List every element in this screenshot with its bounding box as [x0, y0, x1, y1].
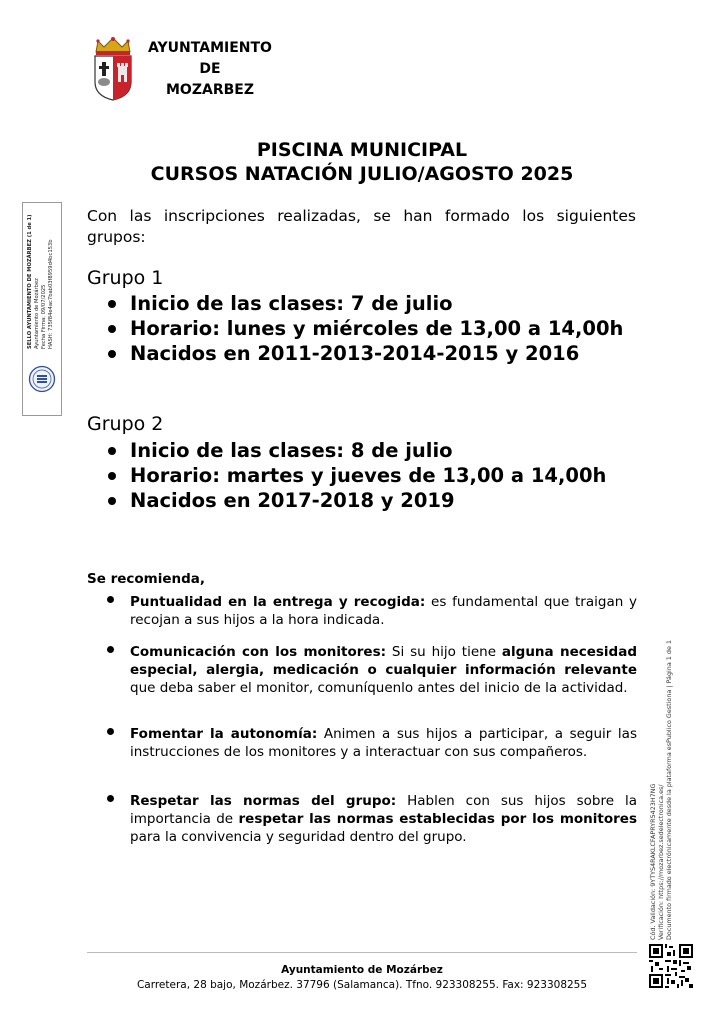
recommend-heading: Comunicación con los monitores:: [130, 644, 387, 660]
verification-line1: Cód. Validación: 9YTYS4RAKLCFAPRYR5423H7NG: [649, 783, 657, 940]
footer-divider: [87, 952, 637, 953]
recommend-emphasis: respetar las normas establecidas por los monitores: [238, 811, 637, 827]
verification-text: [649, 620, 697, 940]
recommend-heading: Puntualidad en la entrega y recogida:: [130, 594, 426, 610]
group-1-item: Nacidos en 2011-2013-2014-2015 y 2016: [104, 341, 644, 366]
group-2-item: Inicio de las clases: 8 de julio: [104, 438, 644, 463]
bullet-icon: [107, 795, 114, 802]
recommend-text: para la convivencia y seguridad dentro del grupo.: [130, 829, 467, 845]
group-1-list: [104, 291, 644, 366]
group-2-item: Horario: martes y jueves de 13,00 a 14,00h: [104, 463, 644, 488]
group-1-title: Grupo 1: [87, 267, 164, 289]
recommend-heading: Fomentar la autonomía:: [130, 726, 318, 742]
recommend-text: Hablen con sus hijos sobre la importancia de: [130, 793, 638, 827]
bullet-icon: [107, 646, 114, 653]
recommend-item-rules: [130, 792, 637, 846]
bullet-icon: [107, 728, 114, 735]
recommend-emphasis: alguna necesidad especial, alergia, medicación o cualquier información relevante: [130, 644, 637, 678]
recommend-text: Animen a sus hijos a participar, a seguir las instrucciones de los monitores y a interactuar con sus compañeros.: [130, 726, 637, 760]
coat-of-arms-icon: [90, 36, 136, 102]
recommend-text: que deba saber el monitor, comuníquenlo antes del inicio de la actividad.: [130, 680, 628, 696]
recommend-item-autonomy: [130, 725, 637, 761]
footer-address: Carretera, 28 bajo, Mozárbez. 37796 (Salamanca). Tfno. 923308255. Fax: 923308255: [136, 979, 588, 991]
footer-name: Ayuntamiento de Mozárbez: [281, 964, 443, 976]
bullet-icon: [107, 596, 114, 603]
org-name-line3: MOZARBEZ: [166, 82, 254, 98]
title-line2: CURSOS NATACIÓN JULIO/AGOSTO 2025: [150, 163, 574, 185]
group-2-item: Nacidos en 2017-2018 y 2019: [104, 488, 644, 513]
seal-line4: HASH: 735f84e4ac7bab03f8959d4bc153b: [48, 239, 54, 349]
page-title: [80, 138, 644, 186]
verification-line2: Verificación: https://mozarbez.sedelectronica.es/: [657, 784, 666, 940]
org-name: [140, 38, 280, 101]
group-1-item: Inicio de las clases: 7 de julio: [104, 291, 644, 316]
seal-box: [22, 202, 62, 416]
recommend-text: Si su hijo tiene: [386, 644, 502, 660]
title-line1: PISCINA MUNICIPAL: [256, 139, 468, 161]
intro-paragraph: Con las inscripciones realizadas, se han formado los siguientes grupos:: [87, 207, 636, 246]
seal-line3: Fecha Firma: 09/07/2025: [41, 284, 47, 349]
org-name-line1: AYUNTAMIENTO: [148, 40, 272, 56]
qr-code-icon: [649, 944, 693, 988]
group-2-list: [104, 438, 644, 513]
group-1-item: Horario: lunes y miércoles de 13,00 a 14,00h: [104, 316, 644, 341]
seal-line2: Ayuntamiento de Mozárbez: [34, 278, 40, 349]
group-2-title: Grupo 2: [87, 413, 164, 435]
seal-text: [27, 209, 59, 349]
seal-line1: SELLO AYUNTAMIENTO DE MOZÁRBEZ (1 de 1): [27, 214, 33, 349]
recommend-title: Se recomienda,: [87, 571, 206, 587]
recommend-item-punctuality: [130, 593, 637, 629]
municipal-seal-icon: [28, 365, 56, 393]
recommend-heading: Respetar las normas del grupo:: [130, 793, 397, 809]
recommend-text: es fundamental que traigan y recojan a sus hijos a la hora indicada.: [130, 594, 637, 628]
recommend-item-communication: [130, 643, 637, 697]
org-name-line2: DE: [199, 61, 221, 77]
verification-line3: Documento firmado electrónicamente desde la plataforma esPublico Gestiona | Página 1 de 1: [665, 640, 674, 940]
